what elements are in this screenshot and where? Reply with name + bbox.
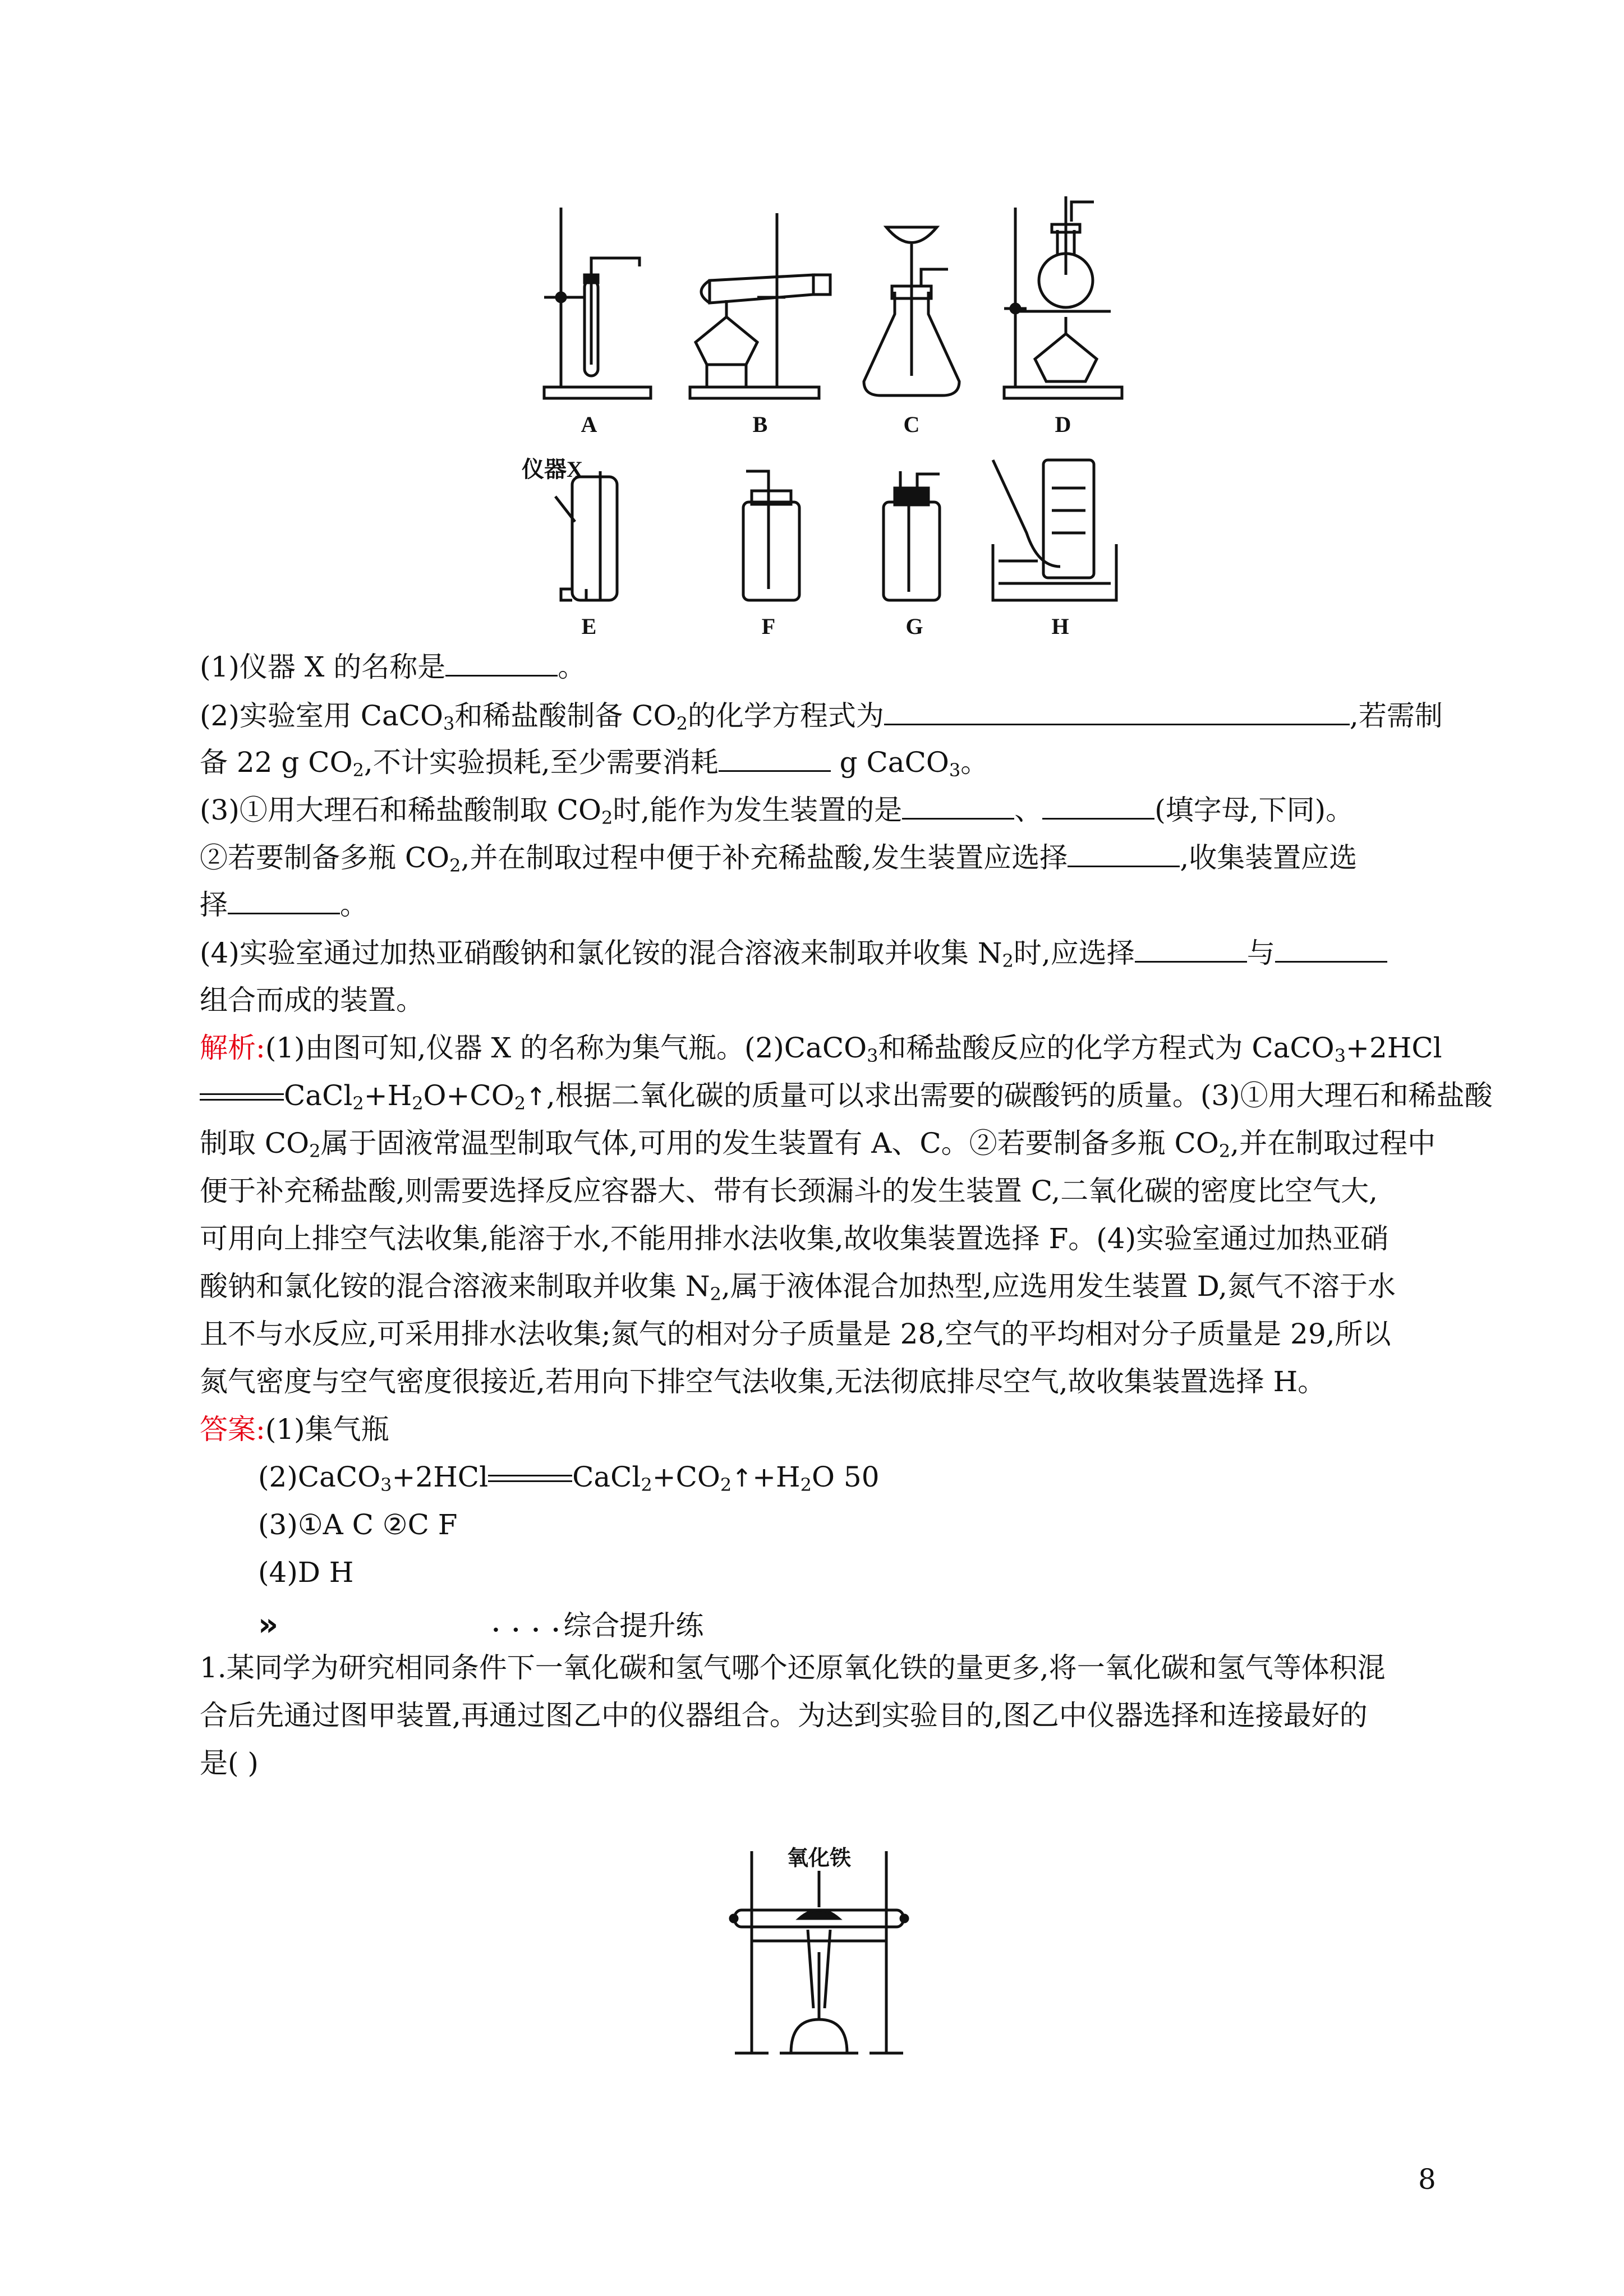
label-f: F	[761, 614, 776, 639]
analysis-line-2: $CaCl_2+H_2O+CO_2↑$,根据二氧化碳的质量可以求出需要的碳酸钙的质量。(3)①用大理石和稀盐酸	[200, 1078, 1493, 1115]
answer-blank	[1275, 936, 1387, 963]
answer-line-2: (2)CaCO$_3$+2HCl $CaCl_2+CO_2↑+H_2O$ 50	[258, 1461, 880, 1496]
answer-blank	[445, 650, 558, 677]
problem-1-line-1: 1.某同学为研究相同条件下一氧化碳和氢气哪个还原氧化铁的量更多,将一氧化碳和氢气等体积混	[200, 1651, 1386, 1684]
answer-line-1: 答案:(1)集气瓶	[200, 1413, 389, 1446]
question-1: (1)仪器 X 的名称是 。	[200, 651, 586, 683]
question-4-cont: 组合而成的装置。	[200, 984, 424, 1016]
apparatus-f	[743, 471, 799, 600]
double-chevron-icon: »	[258, 1607, 279, 1643]
answer-blank	[902, 793, 1014, 820]
page-number: 8	[1418, 2163, 1436, 2196]
problem-1-line-2: 合后先通过图甲装置,再通过图乙中的仪器组合。为达到实验目的,图乙中仪器选择和连接最好的	[200, 1699, 1368, 1732]
analysis-line-8: 氮气密度与空气密度很接近,若用向下排空气法收集,无法彻底排尽空气,故收集装置选择 H。	[200, 1365, 1326, 1398]
section-title: 综合提升练	[563, 1609, 704, 1642]
apparatus-a	[544, 208, 651, 398]
apparatus-g	[884, 471, 940, 600]
dots-decoration: • • • •	[491, 1622, 564, 1639]
question-2-cont: 备 22 g $CO_2$,不计实验损耗,至少需要消耗 g CaCO$_3$。	[200, 746, 989, 781]
label-b: B	[752, 412, 768, 437]
analysis-label: 解析:	[200, 1032, 265, 1064]
label-g: G	[905, 614, 923, 639]
section-header	[258, 1603, 703, 1644]
analysis-line-6: 酸钠和氯化铵的混合溶液来制取并收集 $N_2$,属于液体混合加热型,应选用发生装置 D,氮气不溶于水	[200, 1270, 1396, 1305]
question-4: (4)实验室通过加热亚硝酸钠和氯化铵的混合溶液来制取并收集 $N_2$时,应选择 与	[200, 936, 1387, 970]
analysis-line-5: 可用向上排空气法收集,能溶于水,不能用排水法收集,故收集装置选择 F。(4)实验室通过加热亚硝	[200, 1222, 1389, 1255]
answer-blank	[719, 746, 831, 772]
label-h: H	[1051, 614, 1069, 639]
answer-label: 答案:	[200, 1413, 265, 1446]
apparatus-e	[555, 471, 617, 600]
analysis-line-1: 解析:(1)由图可知,仪器 X 的名称为集气瓶。(2)CaCO$_3$和稀盐酸反应的化学方程式为 CaCO$_3$+2HCl	[200, 1032, 1442, 1066]
answer-blank	[1042, 793, 1154, 820]
gas-arrow-icon: ↑	[732, 1464, 753, 1493]
label-d: D	[1055, 412, 1071, 437]
label-a: A	[581, 412, 597, 437]
apparatus-h	[993, 460, 1116, 600]
question-3-2: ②若要制备多瓶 $CO_2$,并在制取过程中便于补充稀盐酸,发生装置应选择 ,收集装置应选	[200, 841, 1358, 876]
instrument-x-label: 仪器X	[522, 457, 583, 482]
equals-sign	[488, 1474, 572, 1485]
answer-blank	[1068, 841, 1180, 867]
apparatus-d	[1004, 196, 1122, 398]
label-c: C	[903, 412, 920, 437]
analysis-line-7: 且不与水反应,可采用排水法收集;氮气的相对分子质量是 28,空气的平均相对分子质量是 29,所以	[200, 1318, 1391, 1350]
iron-oxide-label: 氧化铁	[786, 1847, 852, 1870]
analysis-line-3: 制取 $CO_2$属于固液常温型制取气体,可用的发生装置有 A、C。②若要制备多瓶 $CO_2$,并在制取过程中	[200, 1127, 1436, 1162]
label-e: E	[581, 614, 597, 639]
answer-blank	[884, 699, 1350, 725]
answer-line-4: (4)D H	[258, 1556, 354, 1589]
answer-line-3: (3)①A C ②C F	[258, 1508, 458, 1541]
gas-arrow-icon: ↑	[526, 1083, 546, 1111]
question-2: (2)实验室用 CaCO$_3$和稀盐酸制备 $CO_2$的化学方程式为 ,若需制	[200, 700, 1443, 734]
problem-1-line-3: 是( )	[200, 1747, 259, 1779]
figure-jia	[724, 1840, 914, 2064]
answer-blank	[1135, 936, 1247, 963]
question-3: (3)①用大理石和稀盐酸制取 $CO_2$时,能作为发生装置的是 、 (填字母,下同)。	[200, 794, 1354, 829]
analysis-line-4: 便于补充稀盐酸,则需要选择反应容器大、带有长颈漏斗的发生装置 C,二氧化碳的密度比空气大,	[200, 1175, 1378, 1207]
equals-sign	[200, 1092, 284, 1103]
question-3-2-cont: 择 。	[200, 889, 368, 921]
apparatus-figure	[522, 196, 1161, 656]
apparatus-c	[864, 227, 959, 395]
answer-blank	[228, 888, 340, 914]
apparatus-b	[690, 213, 830, 398]
